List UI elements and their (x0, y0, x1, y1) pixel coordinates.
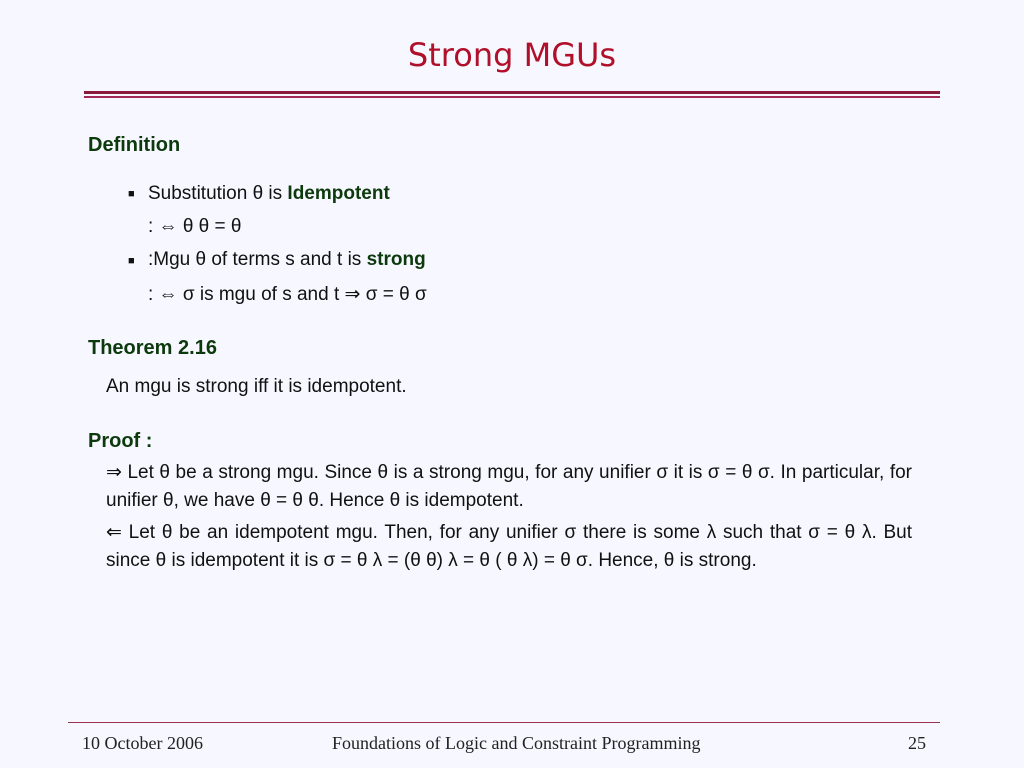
proof-heading: Proof : (88, 430, 153, 452)
idempotent-definition-text: Substitution θ is (148, 183, 288, 204)
theorem-heading: Theorem 2.16 (88, 337, 217, 359)
strong-condition: : ⇔ σ is mgu of s and t ⇒ σ = θ σ (148, 284, 427, 305)
strong-definition (148, 249, 426, 271)
definition-heading: Definition (88, 134, 181, 156)
idempotent-condition: : ⇔ θ θ = θ (148, 216, 242, 237)
bullet-icon: ■ (128, 188, 135, 200)
slide-number: 25 (908, 733, 926, 753)
strong-term: strong (366, 249, 426, 270)
footer-date: 10 October 2006 (82, 733, 203, 753)
theorem-statement: An mgu is strong iff it is idempotent. (106, 376, 407, 397)
footer-course-title: Foundations of Logic and Constraint Programming (332, 733, 701, 753)
footer-divider (68, 722, 940, 723)
title-divider (84, 91, 940, 94)
title-divider-secondary (84, 96, 940, 98)
idempotent-definition (148, 183, 390, 205)
proof-backward-direction: ⇐ Let θ be an idempotent mgu. Then, for any unifier σ there is some λ such that σ = θ λ. But since θ is idempotent it is σ = θ λ = (θ θ) λ = θ ( θ λ) = θ σ. Hence, θ is strong. (106, 522, 912, 571)
strong-definition-text: :Mgu θ of terms s and t is (148, 249, 367, 270)
idempotent-term: Idempotent (287, 183, 390, 204)
bullet-icon: ■ (128, 255, 135, 267)
slide-title: Strong MGUs (407, 36, 617, 74)
proof-forward-direction: ⇒ Let θ be a strong mgu. Since θ is a strong mgu, for any unifier σ it is σ = θ σ. In particular, for unifier θ, we have θ = θ θ. Hence θ is idempotent. (106, 462, 912, 511)
